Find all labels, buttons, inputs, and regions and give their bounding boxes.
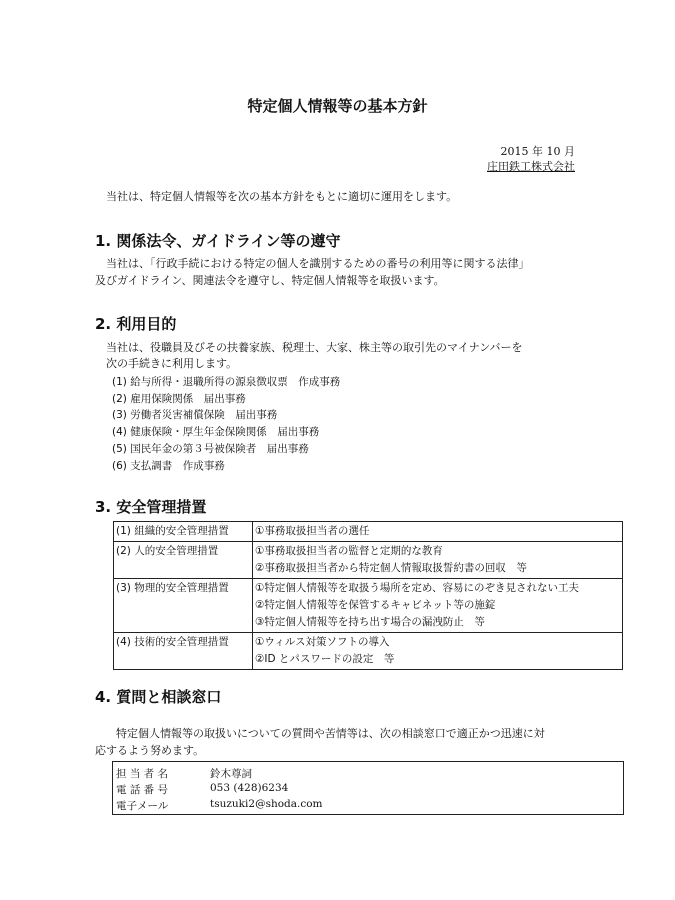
section-2-heading: 2. 利用目的 [95, 315, 177, 333]
contact-label: 電子メール [116, 800, 169, 812]
section-4-text-line2: 応するよう努めます。 [95, 744, 205, 757]
section-2-text-line2: 次の手続きに利用します。 [106, 357, 238, 370]
table-cell-label: (2) 人的安全管理措置 [114, 542, 253, 579]
measure-line: ①ウィルス対策ソフトの導入 [255, 636, 390, 648]
list-item: (1) 給与所得・退職所得の源泉徴収票 作成事務 [112, 376, 341, 388]
list-item: (2) 雇用保険関係 届出事務 [112, 393, 246, 405]
section-2-text-line1: 当社は、役職員及びその扶養家族、税理士、大家、株主等の取引先のマイナンバーを [106, 341, 523, 354]
contact-box [112, 761, 624, 815]
page-title: 特定個人情報等の基本方針 [247, 97, 428, 115]
table-cell-label: (3) 物理的安全管理措置 [114, 579, 253, 633]
table-cell-label: (1) 組織的安全管理措置 [114, 522, 253, 542]
company-name: 庄田鉄工株式会社 [487, 160, 575, 173]
list-item: (6) 支払調書 作成事務 [112, 460, 225, 472]
measure-line: ②ID とパスワードの設定 等 [255, 653, 395, 665]
section-1-heading: 1. 関係法令、ガイドライン等の遵守 [95, 232, 341, 250]
list-item: (4) 健康保険・厚生年金保険関係 届出事務 [112, 426, 320, 438]
section-4-heading: 4. 質問と相談窓口 [95, 688, 222, 706]
issue-date: 2015 年 10 月 [500, 145, 575, 158]
intro-paragraph: 当社は、特定個人情報等を次の基本方針をもとに適切に運用をします。 [106, 190, 458, 203]
table-row [114, 579, 623, 633]
table-row [114, 522, 623, 542]
contact-email[interactable]: tsuzuki2@shoda.com [210, 798, 323, 810]
measure-line: ③特定個人情報等を持ち出す場合の漏洩防止 等 [255, 616, 485, 628]
section-1-text-line2: 及びガイドライン、関連法令を遵守し、特定個人情報等を取扱います。 [95, 274, 445, 287]
table-cell-label: (4) 技術的安全管理措置 [114, 633, 253, 670]
section-4-text-line1: 特定個人情報等の取扱いについての質問や苦情等は、次の相談窓口で適正かつ迅速に対 [116, 727, 545, 740]
measure-line: ②特定個人情報等を保管するキャビネット等の施錠 [255, 599, 496, 611]
table-row [114, 542, 623, 579]
contact-label: 電 話 番 号 [116, 784, 169, 796]
measure-line: ①特定個人情報等を取扱う場所を定め、容易にのぞき見されない工夫 [255, 582, 579, 594]
measure-line: ①事務取扱担当者の選任 [255, 525, 370, 537]
table-cell-content [253, 542, 623, 579]
table-row [114, 633, 623, 670]
list-item: (3) 労働者災害補償保険 届出事務 [112, 409, 278, 421]
contact-value: 053 (428)6234 [210, 782, 289, 794]
measure-line: ①事務取扱担当者の監督と定期的な教育 [255, 545, 443, 557]
contact-label: 担 当 者 名 [116, 768, 169, 780]
section-3-heading: 3. 安全管理措置 [95, 498, 207, 516]
contact-value: 鈴木尊詞 [210, 768, 252, 780]
table-cell-content [253, 522, 623, 542]
safety-measures-table [113, 521, 623, 670]
measure-line: ②事務取扱担当者から特定個人情報取扱誓約書の回収 等 [255, 562, 527, 574]
table-cell-content [253, 633, 623, 670]
list-item: (5) 国民年金の第３号被保険者 届出事務 [112, 443, 309, 455]
table-cell-content [253, 579, 623, 633]
section-1-text-line1: 当社は、「行政手続における特定の個人を識別するための番号の利用等に関する法律」 [106, 257, 530, 270]
